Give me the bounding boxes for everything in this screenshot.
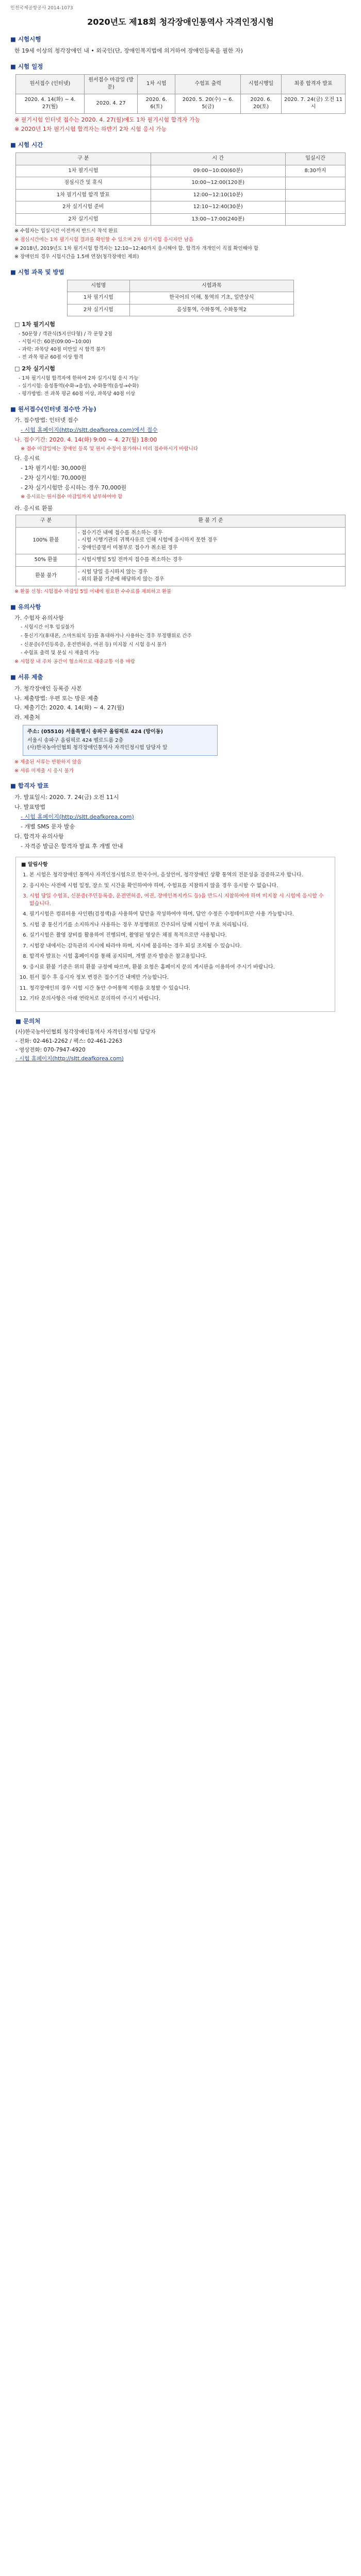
notice-block	[15, 857, 335, 1012]
subjects-table	[67, 280, 294, 317]
table-cell: 2차 실기시험	[16, 213, 151, 226]
result-line: 다. 합격자 유의사항	[14, 833, 64, 840]
table-row	[16, 527, 346, 554]
document-line: 나. 제출방법: 우편 또는 방문 제출	[14, 694, 99, 702]
bullet-icon: ■	[10, 405, 16, 413]
caution-line: - 수험표 출력 및 분실 시 재출력 가능	[21, 650, 100, 656]
table-cell: 2020. 6. 20(토)	[241, 94, 282, 113]
table-cell: 1차 필기시험	[68, 292, 130, 304]
table-cell: 13:00~17:00(240분)	[151, 213, 285, 226]
contact-line: - 전화: 02-461-2262 / 팩스: 02-461-2263	[15, 1038, 123, 1044]
table-header-row	[16, 153, 346, 165]
result-line: 가. 발표일시: 2020. 7. 24(금) 오전 11시	[14, 794, 119, 801]
section-subjects	[10, 268, 351, 397]
bullet-icon: ■	[10, 673, 16, 681]
table-row	[16, 213, 346, 226]
table-header-row	[16, 74, 346, 94]
refund-heading: 라. 응시료 환불	[14, 505, 53, 512]
table-row	[16, 201, 346, 214]
bullet-icon: ■	[21, 861, 28, 868]
list-item: 8. 합격자 발표는 시험 홈페이지를 통해 공지되며, 개별 문자 발송은 참고용입니다.	[29, 953, 330, 961]
table-cell: 12:10~12:40(30분)	[151, 201, 285, 214]
table-cell	[285, 201, 345, 214]
list-item: 6. 실기시험은 촬영 장비를 활용하여 진행되며, 촬영된 영상은 채점 목적으로만 사용됩니다.	[29, 932, 330, 940]
times-note: ※ 장애인의 경우 시험시간을 1.5배 연장(청각장애인 제외)	[14, 254, 139, 260]
section-heading: 시험 과목 및 방법	[18, 268, 64, 276]
result-line: - 자격증 발급은 합격자 발표 후 개별 안내	[21, 842, 123, 850]
homepage-link[interactable]: - 시험 홈페이지(http://sltt.deafkorea.com)	[21, 813, 134, 820]
table-cell	[285, 189, 345, 201]
table-row	[68, 292, 294, 304]
list-item: 3. 시험 당일 수험표, 신분증(주민등록증, 운전면허증, 여권, 장애인복지카드 등)을 반드시 지참하여야 하며 미지참 시 시험에 응시할 수 없습니다.	[29, 893, 330, 908]
bullet-icon: ■	[10, 782, 16, 790]
application-line: - 2차 실기시험: 70,000원	[21, 474, 87, 481]
table-header-cell: 입실시간	[285, 153, 345, 165]
table-header-cell: 원서접수 마감일 (방문)	[84, 74, 138, 94]
application-note: ※ 응시료는 원서접수 마감일까지 납부하여야 함	[21, 494, 123, 500]
bullet-icon: □	[14, 321, 22, 328]
section-cautions	[10, 603, 351, 666]
application-line: - 1차 필기시험: 30,000원	[21, 464, 87, 471]
table-header-cell: 환 불 기 준	[76, 515, 346, 528]
address-box	[23, 725, 218, 756]
list-item: - 1차 필기시험 합격자에 한하여 2차 실기시험 응시 가능	[19, 376, 139, 382]
application-line: 다. 응시료	[14, 454, 40, 462]
section-heading: 문의처	[23, 1017, 41, 1025]
list-item: 11. 청각장애인의 경우 시험 시간 동안 수어통역 지원을 요청할 수 있습니다.	[29, 985, 330, 993]
subsection-heading: □ 2차 실기시험	[14, 365, 55, 372]
table-row	[16, 566, 346, 586]
schedule-note: ※ 필기시험 인터넷 접수는 2020. 4. 27(월)에도 1차 필기시험 합격자 가능	[14, 116, 201, 123]
section-heading: 유의사항	[18, 603, 41, 611]
table-cell: 환불 불가	[16, 566, 76, 586]
section-heading: 서류 제출	[18, 673, 43, 681]
caution-line: - 시험시간 이후 입실불가	[21, 624, 75, 631]
eligibility-text: 한 19세 이상의 청각장애인 내 • 외국인(단, 장애인복지법에 의거하여 장애인등록을 필한 자)	[14, 47, 243, 54]
list-item: 10. 원서 접수 후 응시자 정보 변경은 접수기간 내에만 가능합니다.	[29, 974, 330, 982]
table-row	[16, 189, 346, 201]
times-note: ※ 점심시간에는 1차 필기시험 결과를 확인할 수 있으며 2차 실기시험 응시자만 남음	[14, 236, 193, 243]
times-note: ※ 2018년, 2019년도 1차 필기시험 합격자는 12:10~12:40까지 응시해야 함. 합격자 개개인이 직접 확인해야 함	[14, 245, 259, 251]
list-item: 9. 응시료 환불 기준은 위의 환불 규정에 따르며, 환불 요청은 홈페이지 문의 게시판을 이용하여 주시기 바랍니다.	[29, 964, 330, 972]
table-header-cell: 수험표 출력	[175, 74, 241, 94]
list-item: - 50문항 / 객관식(5지선다형) / 각 문항 2점	[19, 331, 112, 337]
refund-note: ※ 환불 신청: 시험접수 마감일 5일 이내에 필요한 수수료를 제외하고 환불	[14, 588, 172, 595]
table-cell: 2차 실기시험	[68, 304, 130, 316]
section-heading: 합격자 발표	[18, 782, 49, 790]
homepage-link[interactable]: - 시험 홈페이지(http://sltt.deafkorea.com)	[15, 1056, 124, 1062]
table-row	[68, 304, 294, 316]
bullet-icon: ■	[10, 141, 16, 149]
result-line: 나. 발표방법	[14, 804, 46, 810]
table-cell: 50% 환불	[16, 554, 76, 567]
section-eligibility	[10, 35, 351, 55]
table-cell: - 접수기간 내에 접수를 취소하는 경우 - 시험 시행기관의 귀책사유로 인해 시험에 응시하지 못한 경우 - 장애인증명서 미첨부로 접수가 취소된 경우	[76, 527, 346, 554]
table-header-cell: 시험명	[68, 280, 130, 292]
table-header-cell: 시험시행일	[241, 74, 282, 94]
bullet-icon: ■	[10, 603, 16, 611]
application-note: ※ 접수 마감일에는 장애인 등록 및 원서 수정이 불가하니 미리 접수하시기 바랍니다	[21, 446, 199, 452]
caution-line: - 통신기기(휴대폰, 스마트워치 등)를 휴대하거나 사용하는 경우 부정행위로 간주	[21, 633, 192, 639]
notice-list	[21, 872, 330, 1003]
table-header-cell: 1차 시험	[138, 74, 175, 94]
table-header-cell: 구 분	[16, 153, 151, 165]
list-item: - 시험시간: 60분(09:00~10:00)	[19, 339, 91, 345]
announcement-number: 인천국제공항공사 2014-1073	[10, 6, 73, 11]
list-item: 12. 기타 문의사항은 아래 연락처로 문의하여 주시기 바랍니다.	[29, 995, 330, 1003]
list-item: - 과락: 과목당 40점 미만일 시 합격 불가	[19, 346, 106, 352]
section-results	[10, 782, 351, 850]
bullet-icon: ■	[10, 36, 16, 43]
list-item: - 전 과목 평균 60점 이상 합격	[19, 354, 84, 360]
subsection-heading: □ 1차 필기시험	[14, 321, 55, 328]
refund-table	[15, 515, 346, 586]
caution-line: 가. 수험자 유의사항	[14, 615, 64, 622]
list-item: 1. 본 시험은 청각장애인 통역사 자격인정시험으로 한국수어, 음성언어, 청각장애인 상황 통역의 전문성을 검증하고자 합니다.	[29, 872, 330, 879]
document-line: 라. 제출처	[14, 714, 40, 721]
table-cell: - 시험 당일 응시하지 않는 경우 - 위의 환불 기준에 해당하지 않는 경우	[76, 566, 346, 586]
table-row	[16, 177, 346, 190]
table-row	[16, 94, 346, 113]
section-documents	[10, 673, 351, 774]
table-cell: 10:00~12:00(120분)	[151, 177, 285, 190]
document-note: ※ 서류 미제출 시 응시 불가	[14, 768, 74, 774]
schedule-table	[15, 74, 346, 114]
section-heading: 시험 시간	[18, 141, 43, 149]
table-header-row	[16, 515, 346, 528]
table-cell: 음성통역, 수화통역, 수화통역2	[129, 304, 293, 316]
list-item: 7. 시험장 내에서는 감독관의 지시에 따라야 하며, 지시에 불응하는 경우 퇴실 조치될 수 있습니다.	[29, 943, 330, 951]
document-note: ※ 제출된 서류는 반환하지 않음	[14, 759, 82, 765]
bullet-icon: ■	[15, 1017, 21, 1025]
homepage-link[interactable]: - 시험 홈페이지(http://sltt.deafkorea.com)에서 접수	[21, 427, 158, 434]
bullet-icon: ■	[10, 268, 16, 276]
table-cell	[285, 177, 345, 190]
list-item: 5. 시험 중 통신기기를 소지하거나 사용하는 경우 부정행위로 간주되어 당해 시험이 무효 처리됩니다.	[29, 922, 330, 929]
section-heading: 시험 일정	[18, 62, 43, 70]
table-cell: 2020. 5. 20(수) ~ 6. 5(금)	[175, 94, 241, 113]
table-cell: 1차 필기시험 합격 발표	[16, 189, 151, 201]
times-table	[15, 152, 346, 226]
list-item: 4. 필기시험은 컴퓨터용 사인펜(검정색)을 사용하여 답안을 작성하여야 하며, 답안 수정은 수정테이프만 사용 가능합니다.	[29, 911, 330, 919]
caution-note: ※ 시험장 내 주차 공간이 협소하므로 대중교통 이용 바람	[14, 659, 136, 665]
table-cell: 2020. 6. 6(토)	[138, 94, 175, 113]
table-cell: 점심시간 및 휴식	[16, 177, 151, 190]
section-heading: 시험시행	[18, 36, 41, 43]
table-cell: 한국어의 이해, 통역의 기초, 일반상식	[129, 292, 293, 304]
address-line: (사)한국농아인협회 청각장애인통역사 자격인정시험 담당자 앞	[27, 745, 168, 751]
application-line: 나. 접수기간: 2020. 4. 14(화) 9:00 ~ 4. 27(월) 18:00	[14, 436, 157, 444]
list-item: - 평가방법: 전 과목 평균 60점 이상, 과목당 40점 이상	[19, 391, 136, 397]
list-item: - 실기시험: 음성통역(수화→음성), 수화통역(음성→수화)	[19, 383, 139, 389]
caution-line: - 신분증(주민등록증, 운전면허증, 여권 등) 미지참 시 시험 응시 불가	[21, 641, 167, 648]
table-cell: 2020. 4. 27	[84, 94, 138, 113]
contact-section	[15, 1017, 351, 1063]
section-schedule	[10, 62, 351, 134]
table-row	[16, 554, 346, 567]
schedule-note: ※ 2020년 1차 필기시험 합격자는 하반기 2차 시험 응시 가능	[14, 126, 167, 133]
table-header-cell: 원서접수 (인터넷)	[16, 74, 85, 94]
table-header-cell: 시험과목	[129, 280, 293, 292]
bullet-icon: □	[14, 365, 22, 372]
notice-heading: ■ 알림사항	[21, 861, 48, 868]
table-cell: - 시험시행일 5일 전까지 접수를 취소하는 경우	[76, 554, 346, 567]
table-cell: 100% 환불	[16, 527, 76, 554]
section-application	[10, 405, 351, 596]
practical-exam-list	[19, 375, 351, 397]
document-line: 가. 청각장애인 등록증 사본	[14, 685, 82, 692]
address-title: 주소: (05510) 서울특별시 송파구 올림픽로 424 (방이동)	[27, 729, 163, 735]
page-title: 2020년도 제18회 청각장애인통역사 자격인정시험	[87, 17, 274, 27]
table-cell: 12:00~12:10(10분)	[151, 189, 285, 201]
table-header-cell: 구 분	[16, 515, 76, 528]
address-line: 서울시 송파구 올림픽로 424 벨로드롬 2층	[27, 737, 124, 743]
times-note: ※ 수험자는 입실시간 이전까지 반드시 착석 완료	[14, 228, 118, 234]
application-line: 가. 접수방법: 인터넷 접수	[14, 417, 78, 424]
notice-page	[10, 0, 351, 1084]
table-cell: 2차 실기시험 준비	[16, 201, 151, 214]
table-cell: 1차 필기시험	[16, 165, 151, 177]
section-times	[10, 141, 351, 261]
application-line: - 2차 실기시험만 응시하는 경우 70,000원	[21, 484, 127, 491]
table-header-row	[68, 280, 294, 292]
contact-line: (사)한국농아인협회 청각장애인통역사 자격인정시험 담당자	[15, 1029, 156, 1036]
table-header-cell: 시 간	[151, 153, 285, 165]
table-cell: 09:00~10:00(60분)	[151, 165, 285, 177]
section-heading: 원서접수(인터넷 접수만 가능)	[18, 405, 96, 413]
contact-line: - 영상전화: 070-7947-4920	[15, 1046, 86, 1053]
table-header-cell: 최종 합격자 발표	[282, 74, 346, 94]
table-cell: 2020. 7. 24(금) 오전 11시	[282, 94, 346, 113]
bullet-icon: ■	[10, 62, 16, 70]
result-line: - 개별 SMS 문자 발송	[21, 823, 75, 830]
written-exam-list	[19, 331, 351, 361]
table-row	[16, 165, 346, 177]
table-cell	[285, 213, 345, 226]
document-line: 다. 제출기간: 2020. 4. 14(화) ~ 4. 27(월)	[14, 704, 124, 711]
table-cell: 8:30까지	[285, 165, 345, 177]
list-item: 2. 응시자는 사전에 시험 일정, 장소 및 시간을 확인하여야 하며, 수험표를 지참하지 않을 경우 응시할 수 없습니다.	[29, 883, 330, 890]
table-cell: 2020. 4. 14(화) ~ 4. 27(월)	[16, 94, 85, 113]
